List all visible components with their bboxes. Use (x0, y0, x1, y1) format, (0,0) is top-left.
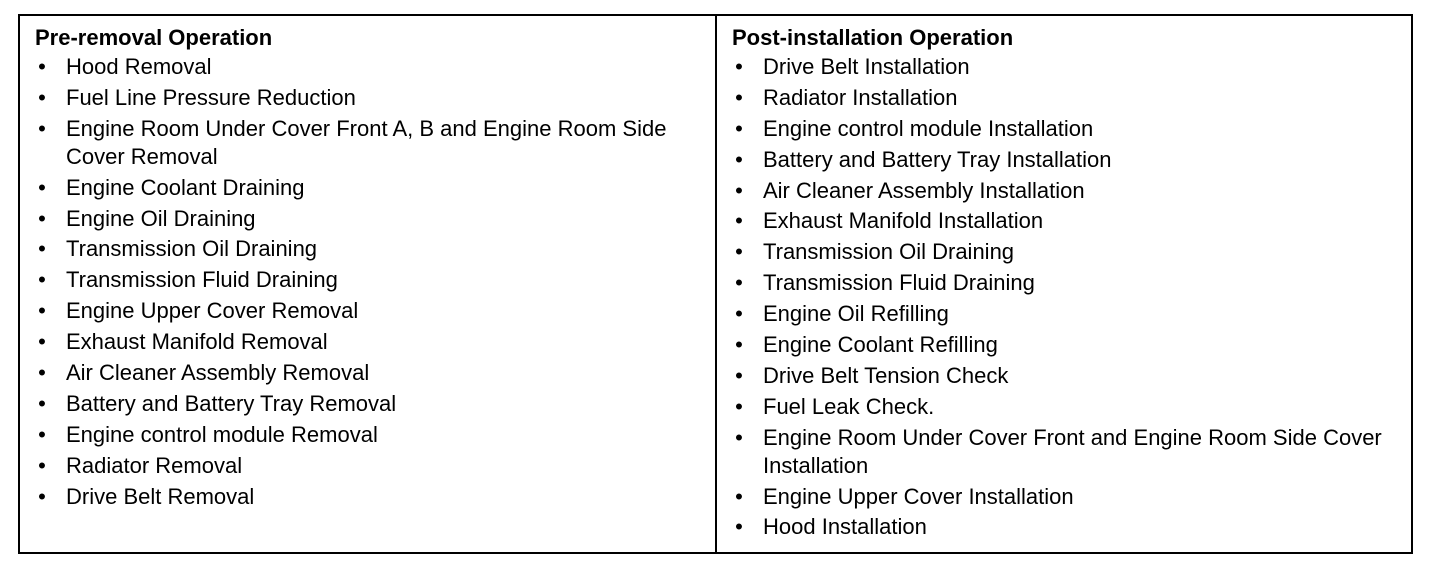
bullet-icon: • (38, 236, 46, 262)
bullet-icon: • (38, 115, 46, 141)
list-item-text: Exhaust Manifold Installation (763, 208, 1044, 234)
bullet-icon: • (735, 239, 743, 265)
list-item (732, 146, 1411, 174)
list-item (35, 174, 715, 202)
pre-removal-title: Pre-removal Operation (35, 25, 273, 50)
list-item-text: Radiator Installation (763, 84, 958, 110)
bullet-icon: • (735, 332, 743, 358)
bullet-icon: • (38, 54, 46, 79)
list-item-text: Engine Upper Cover Installation (763, 483, 1074, 509)
post-installation-column (717, 16, 1411, 552)
list-item (35, 359, 715, 387)
bullet-icon: • (735, 270, 743, 296)
bullet-icon: • (735, 208, 743, 234)
operations-table (18, 14, 1413, 554)
bullet-icon: • (735, 362, 743, 388)
list-item (35, 421, 715, 449)
list-item (732, 483, 1411, 511)
bullet-icon: • (38, 298, 46, 324)
list-item (35, 266, 715, 294)
list-item-text: Engine Oil Draining (66, 205, 256, 231)
list-item-text: Battery and Battery Tray Removal (66, 390, 397, 416)
list-item-text: Engine Room Under Cover Front and Engine Room Side Cover Installation (763, 424, 1382, 478)
bullet-icon: • (735, 424, 743, 450)
list-item (35, 328, 715, 356)
list-item (35, 297, 715, 325)
list-item (35, 483, 715, 511)
list-item-text: Transmission Oil Draining (763, 239, 1015, 265)
list-item (732, 84, 1411, 112)
bullet-icon: • (38, 84, 46, 110)
bullet-icon: • (38, 205, 46, 231)
bullet-icon: • (38, 174, 46, 200)
bullet-icon: • (38, 421, 46, 447)
list-item-text: Engine control module Installation (763, 115, 1094, 141)
list-item-text: Hood Installation (763, 514, 927, 540)
list-item (35, 452, 715, 480)
bullet-icon: • (735, 393, 743, 419)
list-item-text: Fuel Leak Check. (763, 393, 935, 419)
list-item-text: Battery and Battery Tray Installation (763, 146, 1112, 172)
list-item (732, 53, 1411, 81)
bullet-icon: • (38, 452, 46, 478)
bullet-icon: • (735, 514, 743, 540)
list-item-text: Drive Belt Tension Check (763, 362, 1009, 388)
bullet-icon: • (38, 483, 46, 509)
bullet-icon: • (735, 146, 743, 172)
list-item (35, 115, 715, 171)
list-item (732, 269, 1411, 297)
list-item (732, 362, 1411, 390)
list-item-text: Fuel Line Pressure Reduction (66, 84, 356, 110)
list-item (732, 115, 1411, 143)
list-item-text: Radiator Removal (66, 452, 243, 478)
bullet-icon: • (38, 267, 46, 293)
list-item (35, 235, 715, 263)
pre-removal-column (20, 16, 717, 552)
list-item (35, 84, 715, 112)
bullet-icon: • (735, 54, 743, 79)
list-item-text: Engine Oil Refilling (763, 301, 949, 327)
list-item-text: Engine Coolant Refilling (763, 332, 998, 358)
list-item-text: Engine Coolant Draining (66, 174, 305, 200)
list-item-text: Transmission Oil Draining (66, 236, 318, 262)
bullet-icon: • (38, 360, 46, 386)
list-item (732, 238, 1411, 266)
bullet-icon: • (735, 84, 743, 110)
list-item (732, 393, 1411, 421)
bullet-icon: • (735, 301, 743, 327)
list-item (35, 205, 715, 233)
list-item-text: Drive Belt Removal (66, 483, 255, 509)
list-item (732, 300, 1411, 328)
bullet-icon: • (735, 177, 743, 203)
list-item-text: Air Cleaner Assembly Installation (763, 177, 1085, 203)
list-item (732, 177, 1411, 205)
list-item-text: Engine Upper Cover Removal (66, 298, 359, 324)
list-item-text: Transmission Fluid Draining (66, 267, 338, 293)
list-item-text: Engine control module Removal (66, 421, 378, 447)
post-installation-title: Post-installation Operation (732, 25, 1014, 50)
list-item (732, 513, 1411, 541)
list-item-text: Air Cleaner Assembly Removal (66, 360, 370, 386)
bullet-icon: • (38, 390, 46, 416)
list-item-text: Engine Room Under Cover Front A, B and Engine Room Side Cover Removal (66, 115, 667, 169)
list-item-text: Hood Removal (66, 54, 212, 79)
list-item (732, 331, 1411, 359)
bullet-icon: • (735, 115, 743, 141)
list-item (35, 53, 715, 81)
list-item (35, 390, 715, 418)
list-item (732, 424, 1411, 480)
bullet-icon: • (735, 483, 743, 509)
list-item-text: Drive Belt Installation (763, 54, 970, 79)
pre-removal-list (35, 53, 715, 511)
bullet-icon: • (38, 329, 46, 355)
list-item-text: Transmission Fluid Draining (763, 270, 1035, 296)
list-item-text: Exhaust Manifold Removal (66, 329, 328, 355)
list-item (732, 207, 1411, 235)
post-installation-list (732, 53, 1411, 541)
